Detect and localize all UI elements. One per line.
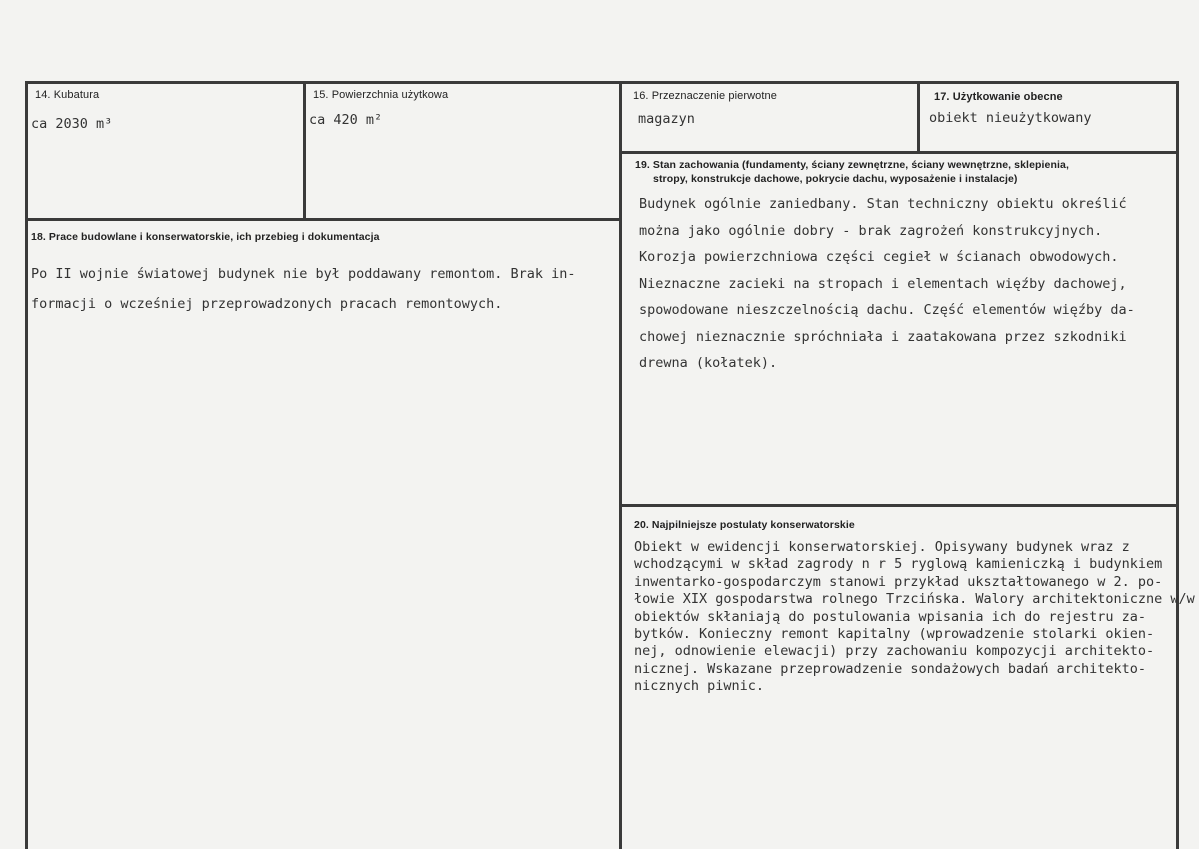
field-20-text [634, 539, 1195, 696]
divider-17-19 [619, 151, 1179, 154]
center-divider-line [619, 81, 622, 849]
field-16-label: 16. Przeznaczenie pierwotne [633, 90, 777, 102]
field-19-line: można jako ogólnie dobry - brak zagrożeń konstrukcyjnych. [639, 222, 1103, 239]
field-19-label-line: 19. Stan zachowania (fundamenty, ściany zewnętrzne, ściany wewnętrzne, sklepienia, [635, 159, 1069, 171]
field-20-line: inwentarko-gospodarczym stanowi przykład ukształtowanego w 2. po- [634, 573, 1163, 590]
field-19-label [635, 158, 1069, 186]
field-20-line: nicznej. Wskazane przeprowadzenie sondażowych badań architekto- [634, 660, 1147, 677]
field-20-line: obiektów skłaniają do postulowania wpisania ich do rejestru za- [634, 608, 1147, 625]
right-border-line [1176, 81, 1179, 849]
field-19-line: Nieznaczne zacieki na stropach i elementach więźby dachowej, [639, 275, 1127, 292]
field-18-label: 18. Prace budowlane i konserwatorskie, ich przebieg i dokumentacja [31, 231, 380, 243]
field-17-value: obiekt nieużytkowany [929, 110, 1092, 126]
field-20-line: Obiekt w ewidencji konserwatorskiej. Opisywany budynek wraz z [634, 539, 1130, 555]
field-19-line: Korozja powierzchniowa części cegieł w ścianach obwodowych. [639, 249, 1119, 265]
divider-19-20 [619, 504, 1179, 507]
field-18-text [31, 259, 576, 319]
field-19-line: Budynek ogólnie zaniedbany. Stan techniczny obiektu określić [639, 196, 1127, 212]
field-20-label: 20. Najpilniejsze postulaty konserwatorskie [634, 519, 855, 531]
divider-15-18 [25, 218, 622, 221]
field-20-line: nej, odnowienie elewacji) przy zachowaniu kompozycji architekto- [634, 643, 1155, 660]
field-19-line: spowodowane nieszczelnością dachu. Część elementów więźby da- [639, 302, 1135, 318]
field-19-label-line: stropy, konstrukcje dachowe, pokrycie dachu, wyposażenie i instalacje) [653, 173, 1018, 185]
field-14-label: 14. Kubatura [35, 89, 100, 101]
left-border-line [25, 81, 28, 849]
field-20-line: bytków. Konieczny remont kapitalny (wprowadzenie stolarki okien- [634, 626, 1155, 643]
field-18-line: Po II wojnie światowej budynek nie był poddawany remontom. Brak in- [31, 266, 576, 282]
field-15-value: ca 420 m² [309, 112, 383, 128]
field-15-label: 15. Powierzchnia użytkowa [313, 89, 449, 101]
field-14-value: ca 2030 m³ [31, 116, 113, 132]
field-19-line: drewna (kołatek). [639, 355, 778, 371]
divider-14-15 [303, 81, 306, 221]
field-16-value: magazyn [638, 111, 695, 127]
field-19-text [639, 191, 1135, 377]
divider-16-17 [917, 81, 920, 152]
field-18-line: formacji o wcześniej przeprowadzonych pracach remontowych. [31, 296, 503, 312]
field-20-line: nicznych piwnic. [634, 678, 765, 695]
top-border-line [25, 81, 1179, 84]
field-20-line: łowie XIX gospodarstwa rolnego Trzcińska. Walory architektoniczne w/w [634, 591, 1195, 608]
field-20-line: wchodzącymi w skład zagrody n r 5 ryglową kamieniczką i budynkiem [634, 556, 1163, 573]
field-19-line: chowej nieznacznie spróchniała i zaatakowana przez szkodniki [639, 328, 1127, 345]
field-17-label: 17. Użytkowanie obecne [934, 91, 1063, 103]
